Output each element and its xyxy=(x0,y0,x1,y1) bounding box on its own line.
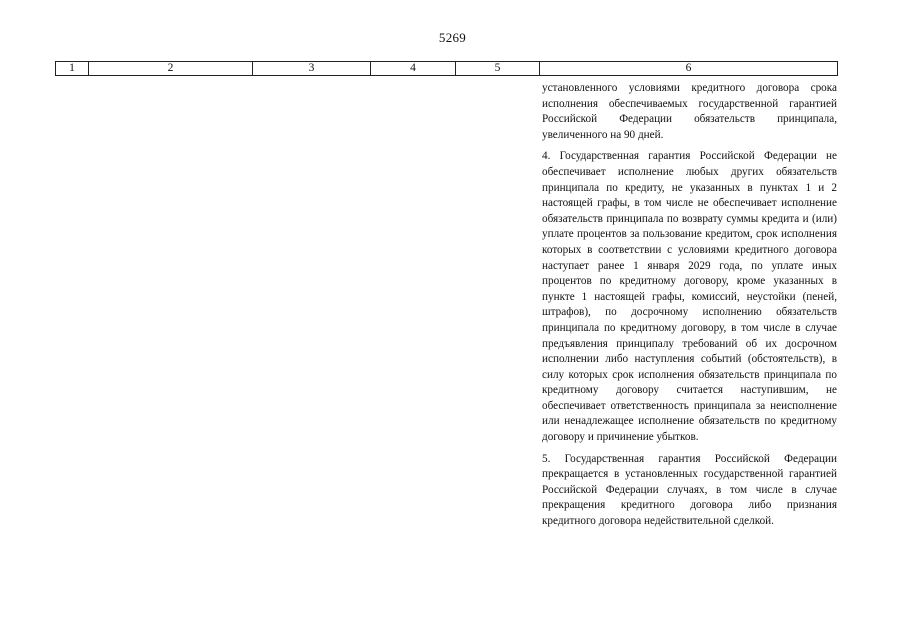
paragraph-item-4: 4. Государственная гарантия Российской Федерации не обеспечивает исполнение любых других обязательств принципала по кредиту, не указанных в пунктах 1 и 2 настоящей графы, в том числе не обеспечивает исполнение обязательств принципала по возврату суммы кредита и (или) уплате процентов за пользование кредитом, срок исполнения которых в соответствии с условиями кредитного договора наступает ранее 1 января 2029 года, по уплате иных процентов по кредитному договору, кроме указанных в пункте 1 настоящей графы, комиссий, неустойки (пеней, штрафов), по досрочному исполнению обязательств принципала по кредитному договору, в том числе в случае предъявления принципалу требований об их досрочном исполнении либо наступления событий (обстоятельств), в силу которых срок исполнения обязательств принципала по кредитному договору считается наступившим, не обеспечивает ответственность принципала за неисполнение или ненадлежащее исполнение обязательств по кредитному договору и причинение убытков. xyxy=(542,150,837,444)
column-header-4: 4 xyxy=(371,62,456,75)
column-header-6: 6 xyxy=(685,62,692,74)
paragraph-continuation: установленного условиями кредитного договора срока исполнения обеспечиваемых государственной гарантией Российской Федерации обязательств принципала, увеличенного на 90 дней. xyxy=(542,82,837,141)
column-header-1: 1 xyxy=(56,62,89,75)
column-header-2: 2 xyxy=(89,62,253,75)
table-column-header xyxy=(55,61,838,76)
column-header-5: 5 xyxy=(456,62,540,75)
page-number: 5269 xyxy=(438,30,467,45)
column-header-3: 3 xyxy=(253,62,371,75)
paragraph-item-5: 5. Государственная гарантия Российской Федерации прекращается в установленных государственной гарантией Российской Федерации случаях, в том числе в случае прекращения кредитного договора либо признания кредитного договора недействительной сделкой. xyxy=(542,452,837,528)
column-6-text xyxy=(542,81,837,536)
